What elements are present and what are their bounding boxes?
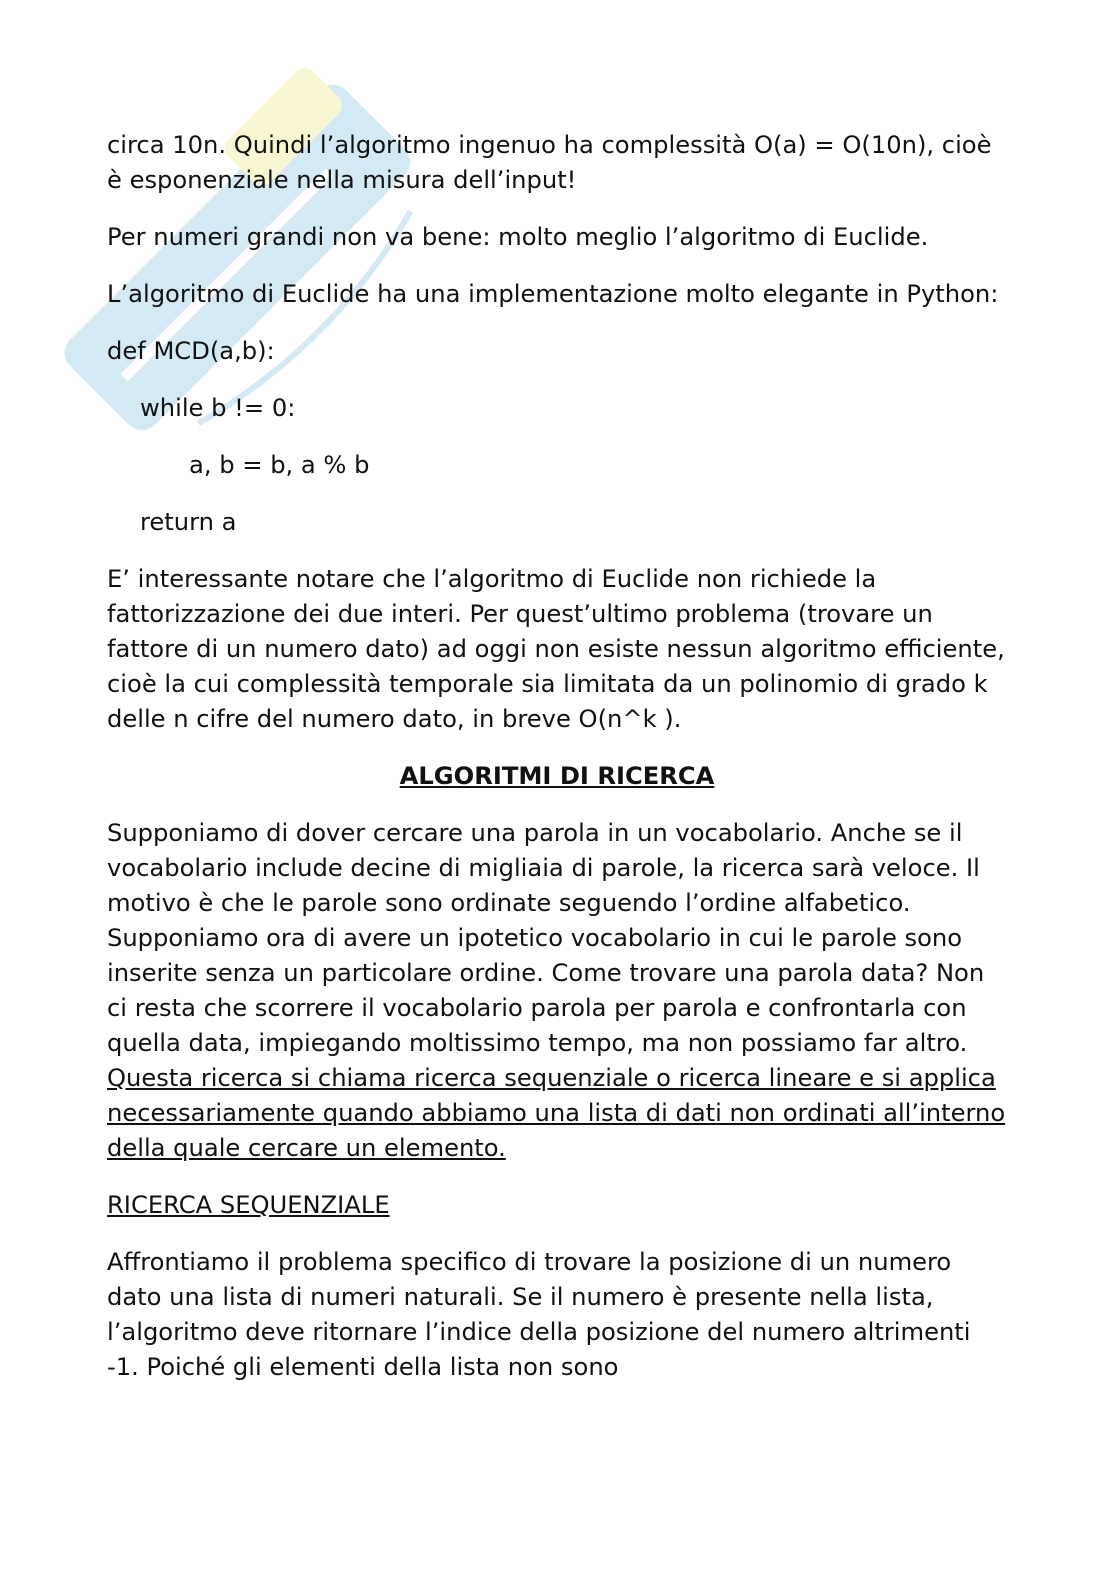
code-line-assign: a, b = b, a % b bbox=[189, 451, 370, 479]
section-title-algoritmi-di-ricerca: ALGORITMI DI RICERCA bbox=[399, 762, 715, 790]
code-line-return: return a bbox=[140, 508, 237, 536]
paragraph-vocabulary-text: Supponiamo di dover cercare una parola in un vocabolario. Anche se il vocabolario include decine di migliaia di parole, la ricerca sarà veloce. Il motivo è che le parole sono ordinate seguendo l’ordine alfabetico. Supponiamo ora di avere un ipotetico vocabolario in cui le parole sono inserite senza un particolare ordine. Come trovare una parola data? Non ci resta che scorrere il vocabolario parola per parola e confrontarla con quella data, impiegando moltissimo tempo, ma non possiamo far altro. bbox=[107, 819, 985, 1057]
code-line-while: while b != 0: bbox=[140, 394, 296, 422]
document-page bbox=[107, 128, 1007, 1407]
code-line-def: def MCD(a,b): bbox=[107, 337, 275, 365]
paragraph-factorization: E’ interessante notare che l’algoritmo di Euclide non richiede la fattorizzazione dei due interi. Per quest’ultimo problema (trovare un fattore di un numero dato) ad oggi non esiste nessun algoritmo efficiente, cioè la cui complessità temporale sia limitata da un polinomio di grado k delle n cifre del numero dato, in breve O(n^k ). bbox=[107, 565, 1005, 733]
paragraph-euclid-python: L’algoritmo di Euclide ha una implementazione molto elegante in Python: bbox=[107, 280, 999, 308]
paragraph-large-numbers: Per numeri grandi non va bene: molto meglio l’algoritmo di Euclide. bbox=[107, 223, 929, 251]
paragraph-sequential-search: Affrontiamo il problema specifico di trovare la posizione di un numero dato una lista di numeri naturali. Se il numero è presente nella lista, l’algoritmo deve ritornare l’indice della posizione del numero altrimenti -1. Poiché gli elementi della lista non sono bbox=[107, 1248, 971, 1381]
subsection-title-ricerca-sequenziale: RICERCA SEQUENZIALE bbox=[107, 1191, 390, 1219]
paragraph-vocabulary-underlined: Questa ricerca si chiama ricerca sequenziale o ricerca lineare e si applica necessariamente quando abbiamo una lista di dati non ordinati all’interno della quale cercare un elemento. bbox=[107, 1064, 1006, 1162]
paragraph-complexity: circa 10n. Quindi l’algoritmo ingenuo ha complessità O(a) = O(10n), cioè è esponenziale nella misura dell’input! bbox=[107, 131, 992, 194]
paragraph-vocabulary bbox=[107, 816, 1007, 1166]
